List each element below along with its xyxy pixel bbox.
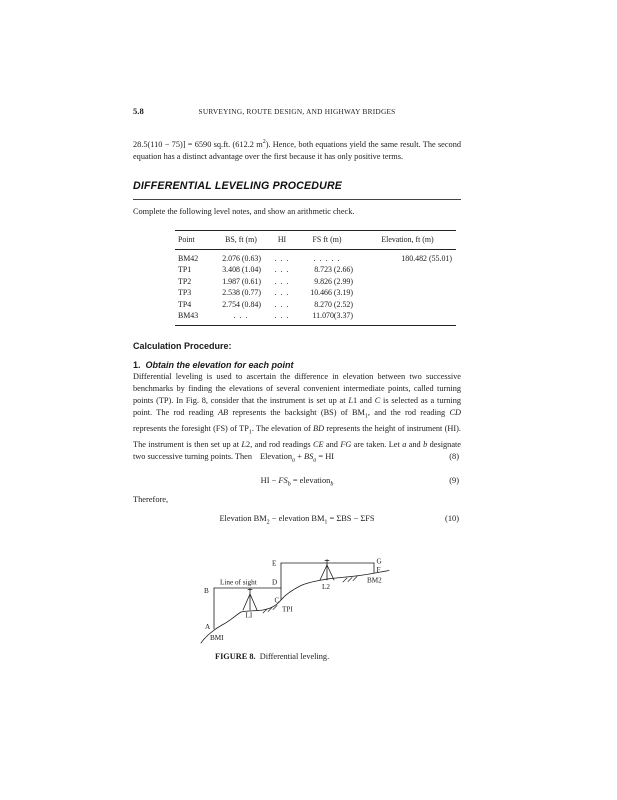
- cell-elevation: [359, 264, 456, 276]
- cell-point: TP2: [178, 276, 192, 286]
- therefore-text: Therefore,: [133, 495, 169, 504]
- figure-label-l2: L2: [322, 583, 330, 591]
- cell-hi: . . .: [274, 311, 290, 321]
- table-row: [175, 264, 456, 276]
- figure-label-bm2: BM2: [367, 576, 382, 585]
- equation-9-body: HI − $FS_b$ = elevation$_b$: [260, 476, 334, 488]
- cell-hi: . . .: [274, 276, 290, 286]
- cell-bs: 1.987 (0.61): [222, 276, 261, 286]
- cell-point: TP4: [178, 299, 192, 309]
- cell-hi: . . .: [274, 299, 290, 309]
- col-header-elevation: Elevation, ft (m): [359, 231, 456, 250]
- table-row: [175, 299, 456, 311]
- cell-fs: . . . . .: [313, 253, 341, 263]
- cell-bs: 3.408 (1.04): [222, 265, 261, 275]
- cell-hi: . . .: [274, 265, 290, 275]
- figure-label-e: E: [272, 559, 277, 568]
- cell-fs: 8.723 (2.66): [314, 265, 353, 275]
- figure-label-f: F: [376, 566, 381, 574]
- cell-hi: . . .: [274, 253, 290, 263]
- figure-caption-label: FIGURE 8.: [215, 652, 256, 661]
- figure-label-b: B: [204, 587, 209, 595]
- col-header-fs: FS ft (m): [295, 231, 359, 250]
- equation-10: [133, 514, 461, 526]
- calculation-procedure-heading: Calculation Procedure:: [133, 341, 232, 351]
- figure-label-g: G: [376, 557, 382, 566]
- lead-sentence: Complete the following level notes, and show an arithmetic check.: [133, 207, 355, 216]
- step1-heading: 1. Obtain the elevation for each point: [133, 360, 294, 370]
- instrument-tripod-l2: [320, 560, 334, 581]
- step1-paragraph: Differential leveling is used to ascertain the difference in elevation between two successive benchmarks by finding the elevations of several convenient intermediate points, called turning points (TP). In Fig. 8, consider that the instrument is set up at L1 and C is selected as a turning point. The rod reading AB represents the backsight (BS) of $BM_1$, and the rod reading CD represents the foresight (FS) of $TP_1$. The elevation of BD represents the height of instrument (HI). The instrument is then set up at L2, and rod readings CE and FG are taken. Let a and b designate two successive turning points. Then: [133, 372, 462, 461]
- figure-label-bm1: BMI: [210, 634, 224, 642]
- page-number: 5.8: [133, 106, 144, 116]
- cell-elevation: [359, 287, 456, 299]
- cell-elevation: [359, 310, 456, 325]
- figure-label-a: A: [205, 623, 211, 631]
- figure-label-tp1: TPI: [282, 605, 293, 614]
- intro-paragraph: 28.5(110 − 75)] = 6590 sq.ft. (612.2 $m^2$). Hence, both equations yield the same result. The second equation has a distinct advantage over the first because it has only positive terms.: [133, 139, 461, 161]
- col-header-hi: HI: [269, 231, 295, 250]
- page-header: [133, 106, 461, 120]
- figure-label-line-of-sight: Line of sight: [220, 578, 257, 587]
- cell-elevation: [359, 276, 456, 288]
- table-row: [175, 287, 456, 299]
- figure-label-l1: LI: [245, 611, 253, 620]
- cell-bs: 2.538 (0.77): [222, 288, 261, 298]
- figure-label-c: C: [274, 596, 280, 605]
- equation-8-number: (8): [449, 452, 459, 461]
- cell-elevation: [359, 299, 456, 311]
- level-notes-table: [175, 230, 456, 326]
- equation-10-number: (10): [445, 514, 459, 523]
- cell-hi: . . .: [274, 288, 290, 298]
- cell-elevation: 180.482 (55.01): [401, 253, 452, 263]
- figure-caption: [215, 652, 329, 661]
- cell-bs: . . .: [233, 311, 249, 321]
- cell-fs: 10.466 (3.19): [310, 288, 353, 298]
- equation-9-number: (9): [449, 476, 459, 485]
- cell-point: TP1: [178, 265, 192, 275]
- figure-label-d: D: [272, 578, 278, 587]
- cell-bs: 2.754 (0.84): [222, 299, 261, 309]
- table-row: [175, 310, 456, 325]
- running-title: SURVEYING, ROUTE DESIGN, AND HIGHWAY BRIDGES: [198, 107, 396, 116]
- cell-point: BM43: [178, 311, 199, 321]
- table-row: [175, 250, 456, 265]
- col-header-point: Point: [175, 231, 213, 250]
- cell-bs: 2.076 (0.63): [222, 253, 261, 263]
- cell-point: TP3: [178, 288, 192, 298]
- cell-fs: 9.826 (2.99): [314, 276, 353, 286]
- cell-fs: 11.070(3.37): [312, 311, 353, 321]
- equation-9: [133, 476, 461, 488]
- col-header-bs: BS, ft (m): [213, 231, 269, 250]
- cell-point: BM42: [178, 253, 199, 263]
- equation-8-body: Elevation$_a$ + $BS_a$ = HI: [259, 452, 335, 464]
- section-heading: DIFFERENTIAL LEVELING PROCEDURE: [133, 180, 461, 200]
- equation-10-body: Elevation $BM_2$ − elevation $BM_1 = \Sigma BS - \Sigma FS$: [219, 514, 375, 526]
- figure-8-diagram: [193, 551, 403, 651]
- cell-fs: 8.270 (2.52): [314, 299, 353, 309]
- equation-8: [133, 452, 461, 464]
- instrument-tripod-l1: [243, 589, 257, 611]
- table-row: [175, 276, 456, 288]
- figure-caption-text: Differential leveling.: [259, 652, 330, 661]
- table-header-row: [175, 231, 456, 250]
